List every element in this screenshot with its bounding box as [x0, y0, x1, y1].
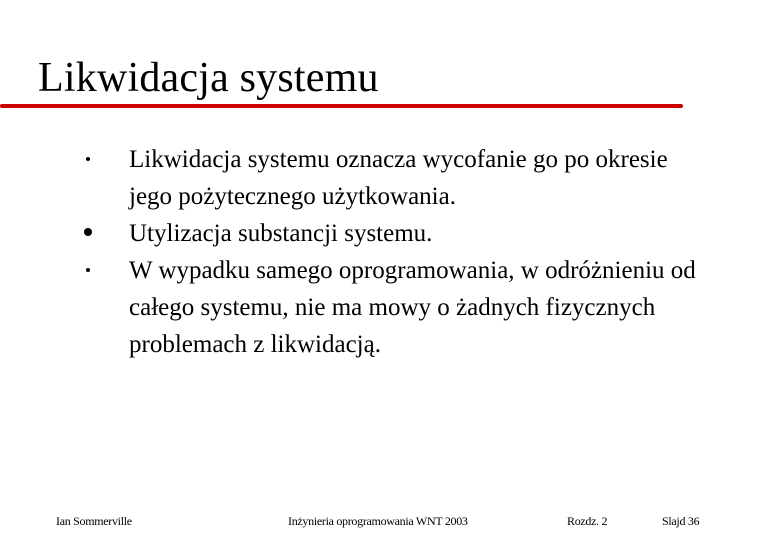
bullet-dot-icon	[86, 268, 90, 272]
bullet-item	[0, 141, 709, 215]
bullet-item	[0, 252, 709, 363]
bullet-text: W wypadku samego oprogramowania, w odróżnieniu od całego systemu, nie ma mowy o żadnych fizycznych problemach z likwidacją.	[129, 257, 696, 358]
bullet-text: Utylizacja substancji systemu.	[129, 220, 433, 247]
bullet-list	[0, 141, 780, 363]
bullet-text: Likwidacja systemu oznacza wycofanie go po okresie jego pożytecznego użytkowania.	[129, 146, 668, 210]
bullet-dot-icon	[86, 157, 90, 161]
footer-author: Ian Sommerville	[56, 514, 132, 528]
bullet-dot-icon	[84, 228, 92, 236]
bullet-item	[0, 215, 709, 252]
title-underline	[0, 104, 683, 108]
footer-chapter: Rozdz. 2	[567, 514, 608, 528]
footer-slide-number: Slajd 36	[662, 514, 700, 528]
footer-course: Inżynieria oprogramowania WNT 2003	[288, 514, 468, 528]
slide-title: Likwidacja systemu	[38, 55, 379, 101]
